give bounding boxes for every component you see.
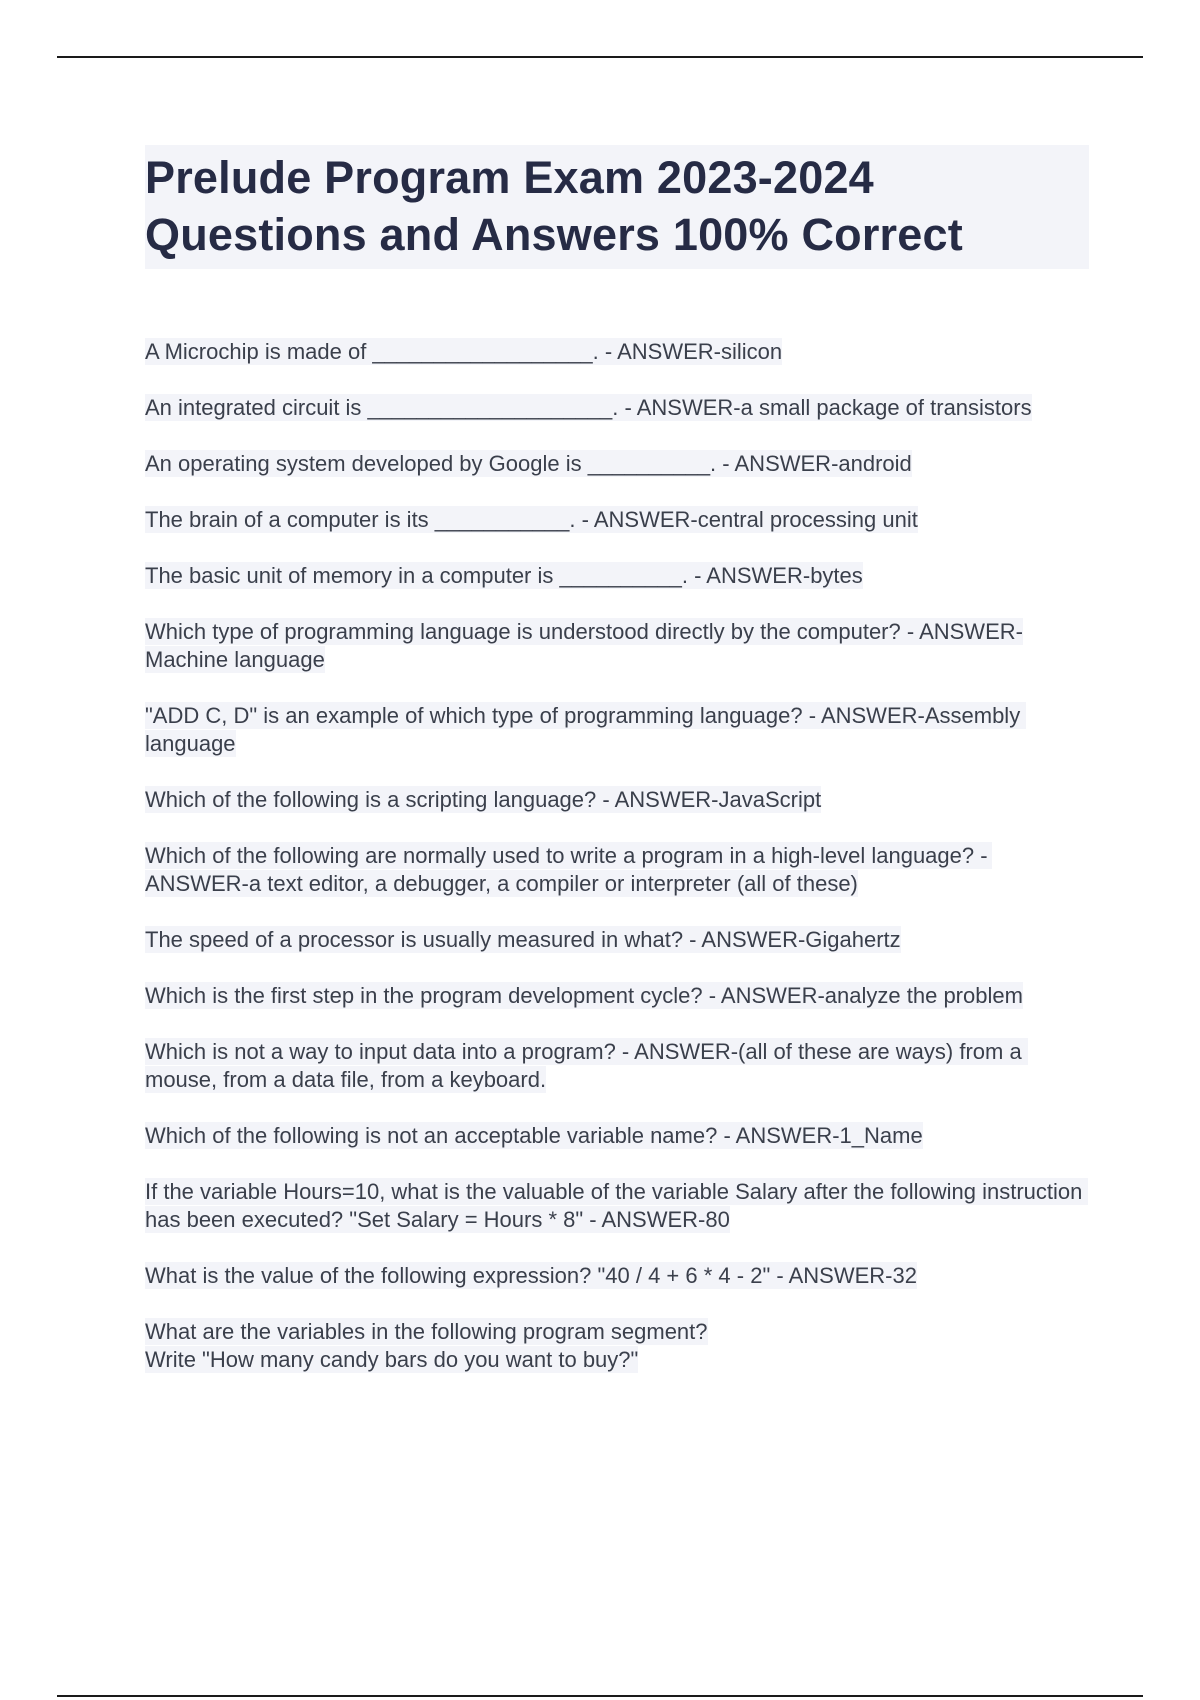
title-block (145, 145, 1089, 269)
qa-text: Which of the following is not an acceptable variable name? - ANSWER-1_Name (145, 1123, 923, 1148)
qa-text: "ADD C, D" is an example of which type of programming language? - ANSWER-Assembly language (145, 703, 1027, 756)
qa-text: A Microchip is made of __________________. - ANSWER-silicon (145, 339, 783, 364)
qa-text: The speed of a processor is usually measured in what? - ANSWER-Gigahertz (145, 927, 901, 952)
qa-text: An operating system developed by Google is __________. - ANSWER-android (145, 451, 912, 476)
qa-item-4 (145, 506, 1089, 534)
qa-item-14 (145, 1178, 1089, 1234)
qa-text-line-1: What are the variables in the following program segment? (145, 1319, 708, 1344)
qa-text: An integrated circuit is ____________________. - ANSWER-a small package of transistors (145, 395, 1032, 420)
qa-item-7 (145, 702, 1089, 758)
qa-text: Which is the first step in the program development cycle? - ANSWER-analyze the problem (145, 983, 1023, 1008)
qa-text: The brain of a computer is its ___________. - ANSWER-central processing unit (145, 507, 918, 532)
qa-item-10 (145, 926, 1089, 954)
qa-item-2 (145, 394, 1089, 422)
qa-item-15 (145, 1262, 1089, 1290)
title-line-1: Prelude Program Exam 2023-2024 (145, 152, 874, 203)
qa-item-5 (145, 562, 1089, 590)
qa-text: What is the value of the following expression? "40 / 4 + 6 * 4 - 2" - ANSWER-32 (145, 1263, 917, 1288)
top-rule (57, 56, 1143, 58)
qa-text: Which type of programming language is understood directly by the computer? - ANSWER-Machine language (145, 619, 1023, 672)
qa-item-8 (145, 786, 1089, 814)
qa-text: The basic unit of memory in a computer is __________. - ANSWER-bytes (145, 563, 863, 588)
qa-item-12 (145, 1038, 1089, 1094)
qa-text-line-2: Write "How many candy bars do you want to buy?" (145, 1347, 639, 1372)
page-title (145, 149, 1089, 263)
qa-text: Which of the following is a scripting language? - ANSWER-JavaScript (145, 787, 822, 812)
bottom-rule (57, 1695, 1143, 1697)
qa-item-13 (145, 1122, 1089, 1150)
qa-item-16 (145, 1318, 1089, 1374)
qa-item-3 (145, 450, 1089, 478)
qa-item-9 (145, 842, 1089, 898)
qa-item-11 (145, 982, 1089, 1010)
qa-item-6 (145, 618, 1089, 674)
qa-text: If the variable Hours=10, what is the valuable of the variable Salary after the following instruction has been executed? "Set Salary = Hours * 8" - ANSWER-80 (145, 1179, 1089, 1232)
title-line-2: Questions and Answers 100% Correct (145, 209, 963, 260)
qa-list (145, 338, 1089, 1402)
qa-text: Which is not a way to input data into a program? - ANSWER-(all of these are ways) from a mouse, from a data file, from a keyboard. (145, 1039, 1028, 1092)
qa-text: Which of the following are normally used to write a program in a high-level language? - ANSWER-a text editor, a debugger, a compiler or interpreter (all of these) (145, 843, 993, 896)
qa-item-1 (145, 338, 1089, 366)
